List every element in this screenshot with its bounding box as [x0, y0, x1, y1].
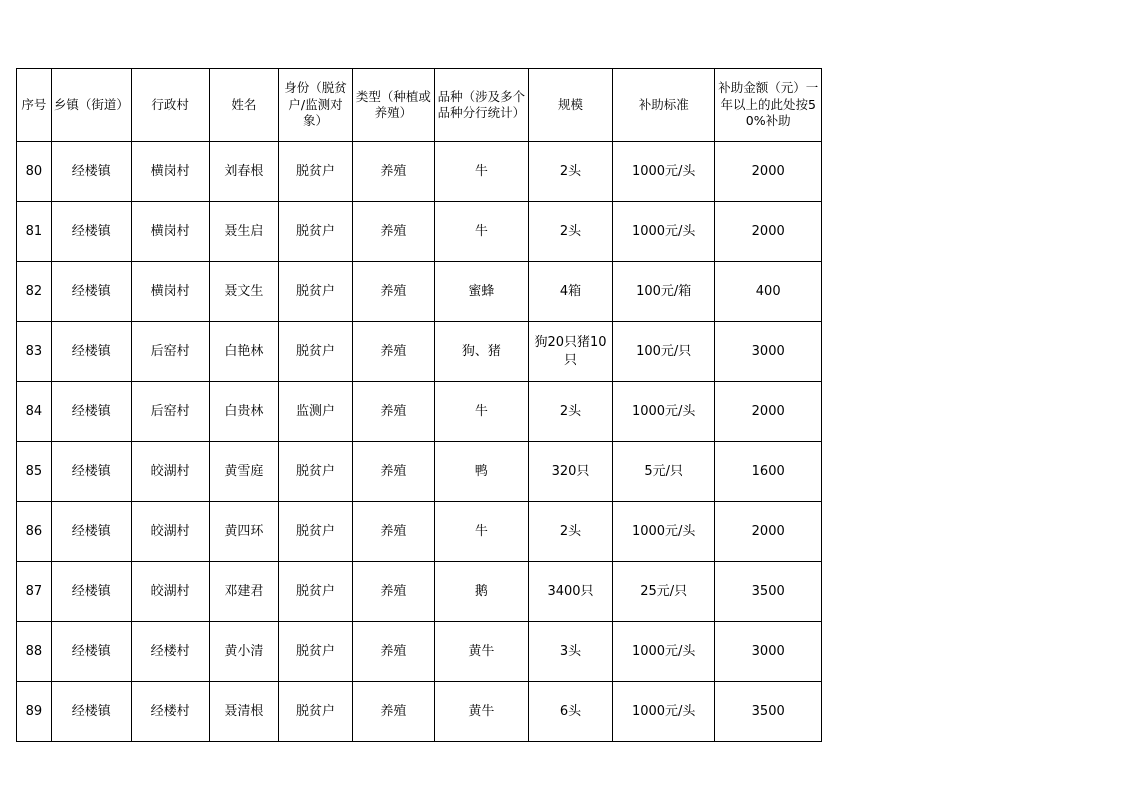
cell-amount: 3000 [715, 622, 822, 682]
cell-name: 白贵林 [209, 382, 279, 442]
cell-scale: 2头 [529, 382, 613, 442]
cell-township: 经楼镇 [51, 142, 131, 202]
cell-identity: 脱贫户 [279, 562, 353, 622]
cell-township: 经楼镇 [51, 682, 131, 742]
subsidy-table-container [16, 68, 822, 742]
column-header-village: 行政村 [131, 69, 209, 142]
cell-variety: 牛 [434, 502, 528, 562]
cell-variety: 蜜蜂 [434, 262, 528, 322]
column-header-name: 姓名 [209, 69, 279, 142]
cell-scale: 2头 [529, 202, 613, 262]
cell-identity: 脱贫户 [279, 202, 353, 262]
cell-type: 养殖 [352, 382, 434, 442]
cell-amount: 1600 [715, 442, 822, 502]
cell-identity: 监测户 [279, 382, 353, 442]
cell-variety: 狗、猪 [434, 322, 528, 382]
cell-standard: 1000元/头 [613, 202, 715, 262]
table-row [17, 202, 822, 262]
cell-name: 邓建君 [209, 562, 279, 622]
cell-village: 横岗村 [131, 202, 209, 262]
column-header-amount: 补助金额（元）一年以上的此处按50%补助 [715, 69, 822, 142]
column-header-identity: 身份（脱贫户/监测对象） [279, 69, 353, 142]
subsidy-table [16, 68, 822, 742]
cell-village: 皎湖村 [131, 502, 209, 562]
cell-standard: 1000元/头 [613, 682, 715, 742]
cell-identity: 脱贫户 [279, 442, 353, 502]
cell-name: 黄雪庭 [209, 442, 279, 502]
cell-type: 养殖 [352, 622, 434, 682]
cell-index: 85 [17, 442, 52, 502]
cell-standard: 100元/只 [613, 322, 715, 382]
cell-village: 后窑村 [131, 322, 209, 382]
cell-index: 84 [17, 382, 52, 442]
cell-scale: 2头 [529, 142, 613, 202]
cell-standard: 1000元/头 [613, 142, 715, 202]
cell-index: 87 [17, 562, 52, 622]
cell-amount: 3500 [715, 562, 822, 622]
cell-township: 经楼镇 [51, 442, 131, 502]
cell-variety: 鸭 [434, 442, 528, 502]
column-header-variety: 品种（涉及多个品种分行统计） [434, 69, 528, 142]
cell-identity: 脱贫户 [279, 622, 353, 682]
cell-variety: 牛 [434, 142, 528, 202]
cell-township: 经楼镇 [51, 382, 131, 442]
table-row [17, 142, 822, 202]
cell-name: 聂文生 [209, 262, 279, 322]
cell-amount: 400 [715, 262, 822, 322]
cell-type: 养殖 [352, 502, 434, 562]
cell-identity: 脱贫户 [279, 142, 353, 202]
cell-identity: 脱贫户 [279, 322, 353, 382]
cell-identity: 脱贫户 [279, 682, 353, 742]
cell-township: 经楼镇 [51, 262, 131, 322]
cell-name: 刘春根 [209, 142, 279, 202]
cell-standard: 1000元/头 [613, 382, 715, 442]
cell-name: 聂清根 [209, 682, 279, 742]
table-body [17, 142, 822, 742]
table-row [17, 442, 822, 502]
cell-index: 83 [17, 322, 52, 382]
cell-township: 经楼镇 [51, 322, 131, 382]
cell-amount: 3500 [715, 682, 822, 742]
cell-village: 皎湖村 [131, 442, 209, 502]
cell-index: 80 [17, 142, 52, 202]
cell-village: 后窑村 [131, 382, 209, 442]
column-header-index: 序号 [17, 69, 52, 142]
cell-variety: 鹅 [434, 562, 528, 622]
cell-standard: 1000元/头 [613, 622, 715, 682]
table-row [17, 502, 822, 562]
cell-name: 黄四环 [209, 502, 279, 562]
cell-scale: 3头 [529, 622, 613, 682]
cell-township: 经楼镇 [51, 502, 131, 562]
table-row [17, 562, 822, 622]
cell-type: 养殖 [352, 262, 434, 322]
table-row [17, 262, 822, 322]
cell-type: 养殖 [352, 682, 434, 742]
cell-variety: 牛 [434, 202, 528, 262]
table-row [17, 682, 822, 742]
cell-variety: 牛 [434, 382, 528, 442]
cell-amount: 2000 [715, 502, 822, 562]
column-header-township: 乡镇（街道） [51, 69, 131, 142]
cell-amount: 2000 [715, 202, 822, 262]
cell-village: 经楼村 [131, 622, 209, 682]
cell-name: 黄小清 [209, 622, 279, 682]
cell-amount: 2000 [715, 142, 822, 202]
table-row [17, 322, 822, 382]
table-row [17, 382, 822, 442]
cell-township: 经楼镇 [51, 562, 131, 622]
cell-variety: 黄牛 [434, 622, 528, 682]
cell-standard: 25元/只 [613, 562, 715, 622]
cell-scale: 狗20只猪10只 [529, 322, 613, 382]
cell-standard: 100元/箱 [613, 262, 715, 322]
column-header-type: 类型（种植或养殖） [352, 69, 434, 142]
table-header-row [17, 69, 822, 142]
cell-scale: 2头 [529, 502, 613, 562]
cell-index: 82 [17, 262, 52, 322]
cell-township: 经楼镇 [51, 622, 131, 682]
cell-scale: 4箱 [529, 262, 613, 322]
cell-identity: 脱贫户 [279, 502, 353, 562]
cell-standard: 5元/只 [613, 442, 715, 502]
cell-scale: 3400只 [529, 562, 613, 622]
table-header [17, 69, 822, 142]
cell-index: 86 [17, 502, 52, 562]
cell-amount: 2000 [715, 382, 822, 442]
column-header-standard: 补助标准 [613, 69, 715, 142]
cell-index: 89 [17, 682, 52, 742]
cell-type: 养殖 [352, 202, 434, 262]
cell-type: 养殖 [352, 562, 434, 622]
cell-type: 养殖 [352, 322, 434, 382]
cell-amount: 3000 [715, 322, 822, 382]
cell-identity: 脱贫户 [279, 262, 353, 322]
cell-name: 白艳林 [209, 322, 279, 382]
cell-village: 经楼村 [131, 682, 209, 742]
cell-type: 养殖 [352, 142, 434, 202]
cell-village: 横岗村 [131, 142, 209, 202]
cell-index: 88 [17, 622, 52, 682]
cell-name: 聂生启 [209, 202, 279, 262]
table-row [17, 622, 822, 682]
cell-index: 81 [17, 202, 52, 262]
cell-village: 皎湖村 [131, 562, 209, 622]
column-header-scale: 规模 [529, 69, 613, 142]
cell-variety: 黄牛 [434, 682, 528, 742]
cell-scale: 320只 [529, 442, 613, 502]
cell-standard: 1000元/头 [613, 502, 715, 562]
cell-type: 养殖 [352, 442, 434, 502]
cell-township: 经楼镇 [51, 202, 131, 262]
cell-village: 横岗村 [131, 262, 209, 322]
cell-scale: 6头 [529, 682, 613, 742]
